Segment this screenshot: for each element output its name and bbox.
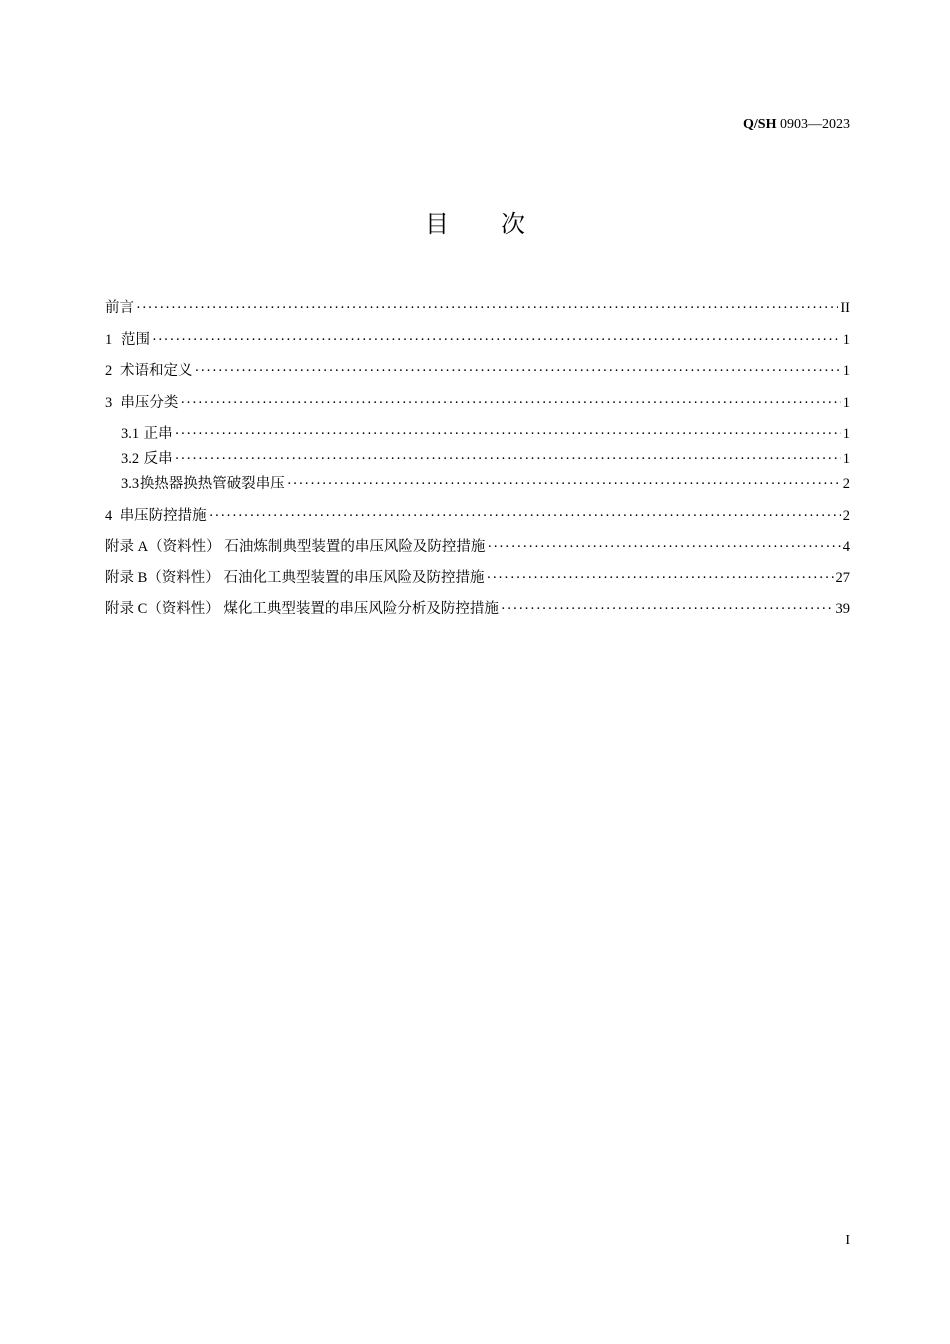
toc-entry-number: 附录 C（资料性）	[105, 601, 220, 617]
toc-entry-label: 串压分类	[120, 395, 179, 411]
toc-leader-dots	[152, 330, 841, 350]
toc-leader-dots	[501, 599, 834, 619]
toc-entry-number: 3.2	[121, 451, 140, 467]
toc-leader-dots	[209, 506, 841, 526]
toc-entry-3-2[interactable]	[121, 449, 850, 469]
toc-entry-appendix-a[interactable]	[105, 537, 850, 557]
toc-entry-label: 反串	[143, 451, 173, 467]
toc-leader-dots	[287, 474, 841, 494]
toc-entry-page: 1	[842, 451, 850, 467]
toc-title-char-2: 次	[501, 210, 525, 238]
toc-entry-label: 前言	[105, 300, 134, 316]
toc-leader-dots	[180, 393, 840, 413]
toc-leader-dots	[175, 424, 841, 444]
toc-leader-dots	[136, 298, 838, 318]
toc-entry-appendix-c[interactable]	[105, 599, 850, 619]
toc-leader-dots	[195, 361, 841, 381]
document-code-number: 0903—2023	[776, 117, 850, 132]
toc-entry-page: 1	[842, 426, 850, 442]
toc-entry-appendix-b[interactable]	[105, 568, 850, 588]
toc-entry-label: 换热器换热管破裂串压	[139, 476, 285, 492]
toc-entry-label: 煤化工典型装置的串压风险分析及防控措施	[223, 601, 499, 617]
toc-entry-3-3[interactable]	[121, 474, 850, 494]
toc-entry-number: 附录 B（资料性）	[105, 570, 220, 586]
toc-entry-number: 附录 A（资料性）	[105, 539, 221, 555]
document-code-prefix: Q/SH	[743, 117, 777, 132]
toc-entry-3-1[interactable]	[121, 424, 850, 444]
toc-entry-label: 石油化工典型装置的串压风险及防控措施	[223, 570, 485, 586]
toc-entry-label: 石油炼制典型装置的串压风险及防控措施	[224, 539, 486, 555]
toc-entry-page: 1	[842, 332, 850, 348]
toc-entry-page: 4	[842, 539, 850, 555]
toc-entry-page: 1	[842, 363, 850, 379]
toc-entry-number: 3.1	[121, 426, 140, 442]
toc-entry-number: 4	[105, 508, 113, 524]
toc-title-char-1: 目	[425, 210, 449, 238]
toc-entry-3[interactable]	[105, 393, 850, 413]
toc-entry-label: 串压防控措施	[119, 508, 207, 524]
toc-entry-label: 正串	[143, 426, 173, 442]
toc-entry-2[interactable]	[105, 361, 850, 381]
toc-leader-dots	[487, 568, 834, 588]
toc-entry-label: 术语和定义	[120, 363, 193, 379]
toc-entry-page: II	[840, 300, 850, 316]
toc-entry-page: 2	[842, 476, 850, 492]
toc-entry-number: 3	[105, 395, 113, 411]
toc-entry-page: 27	[835, 570, 850, 586]
toc-entry-4[interactable]	[105, 506, 850, 526]
toc-leader-dots	[487, 537, 840, 557]
toc-title	[0, 208, 950, 240]
toc-entry-1[interactable]	[105, 330, 850, 350]
toc-entry-page: 39	[835, 601, 850, 617]
page-number: I	[845, 1233, 850, 1248]
document-code	[743, 116, 850, 134]
toc-entry-number: 1	[105, 332, 113, 348]
toc-entry-foreword[interactable]	[105, 298, 850, 318]
toc-entry-page: 2	[842, 508, 850, 524]
toc-entry-number: 3.3	[121, 476, 140, 492]
toc-leader-dots	[175, 449, 841, 469]
toc-entry-number: 2	[105, 363, 113, 379]
toc-entry-page: 1	[842, 395, 850, 411]
toc-entry-label: 范围	[121, 332, 150, 348]
